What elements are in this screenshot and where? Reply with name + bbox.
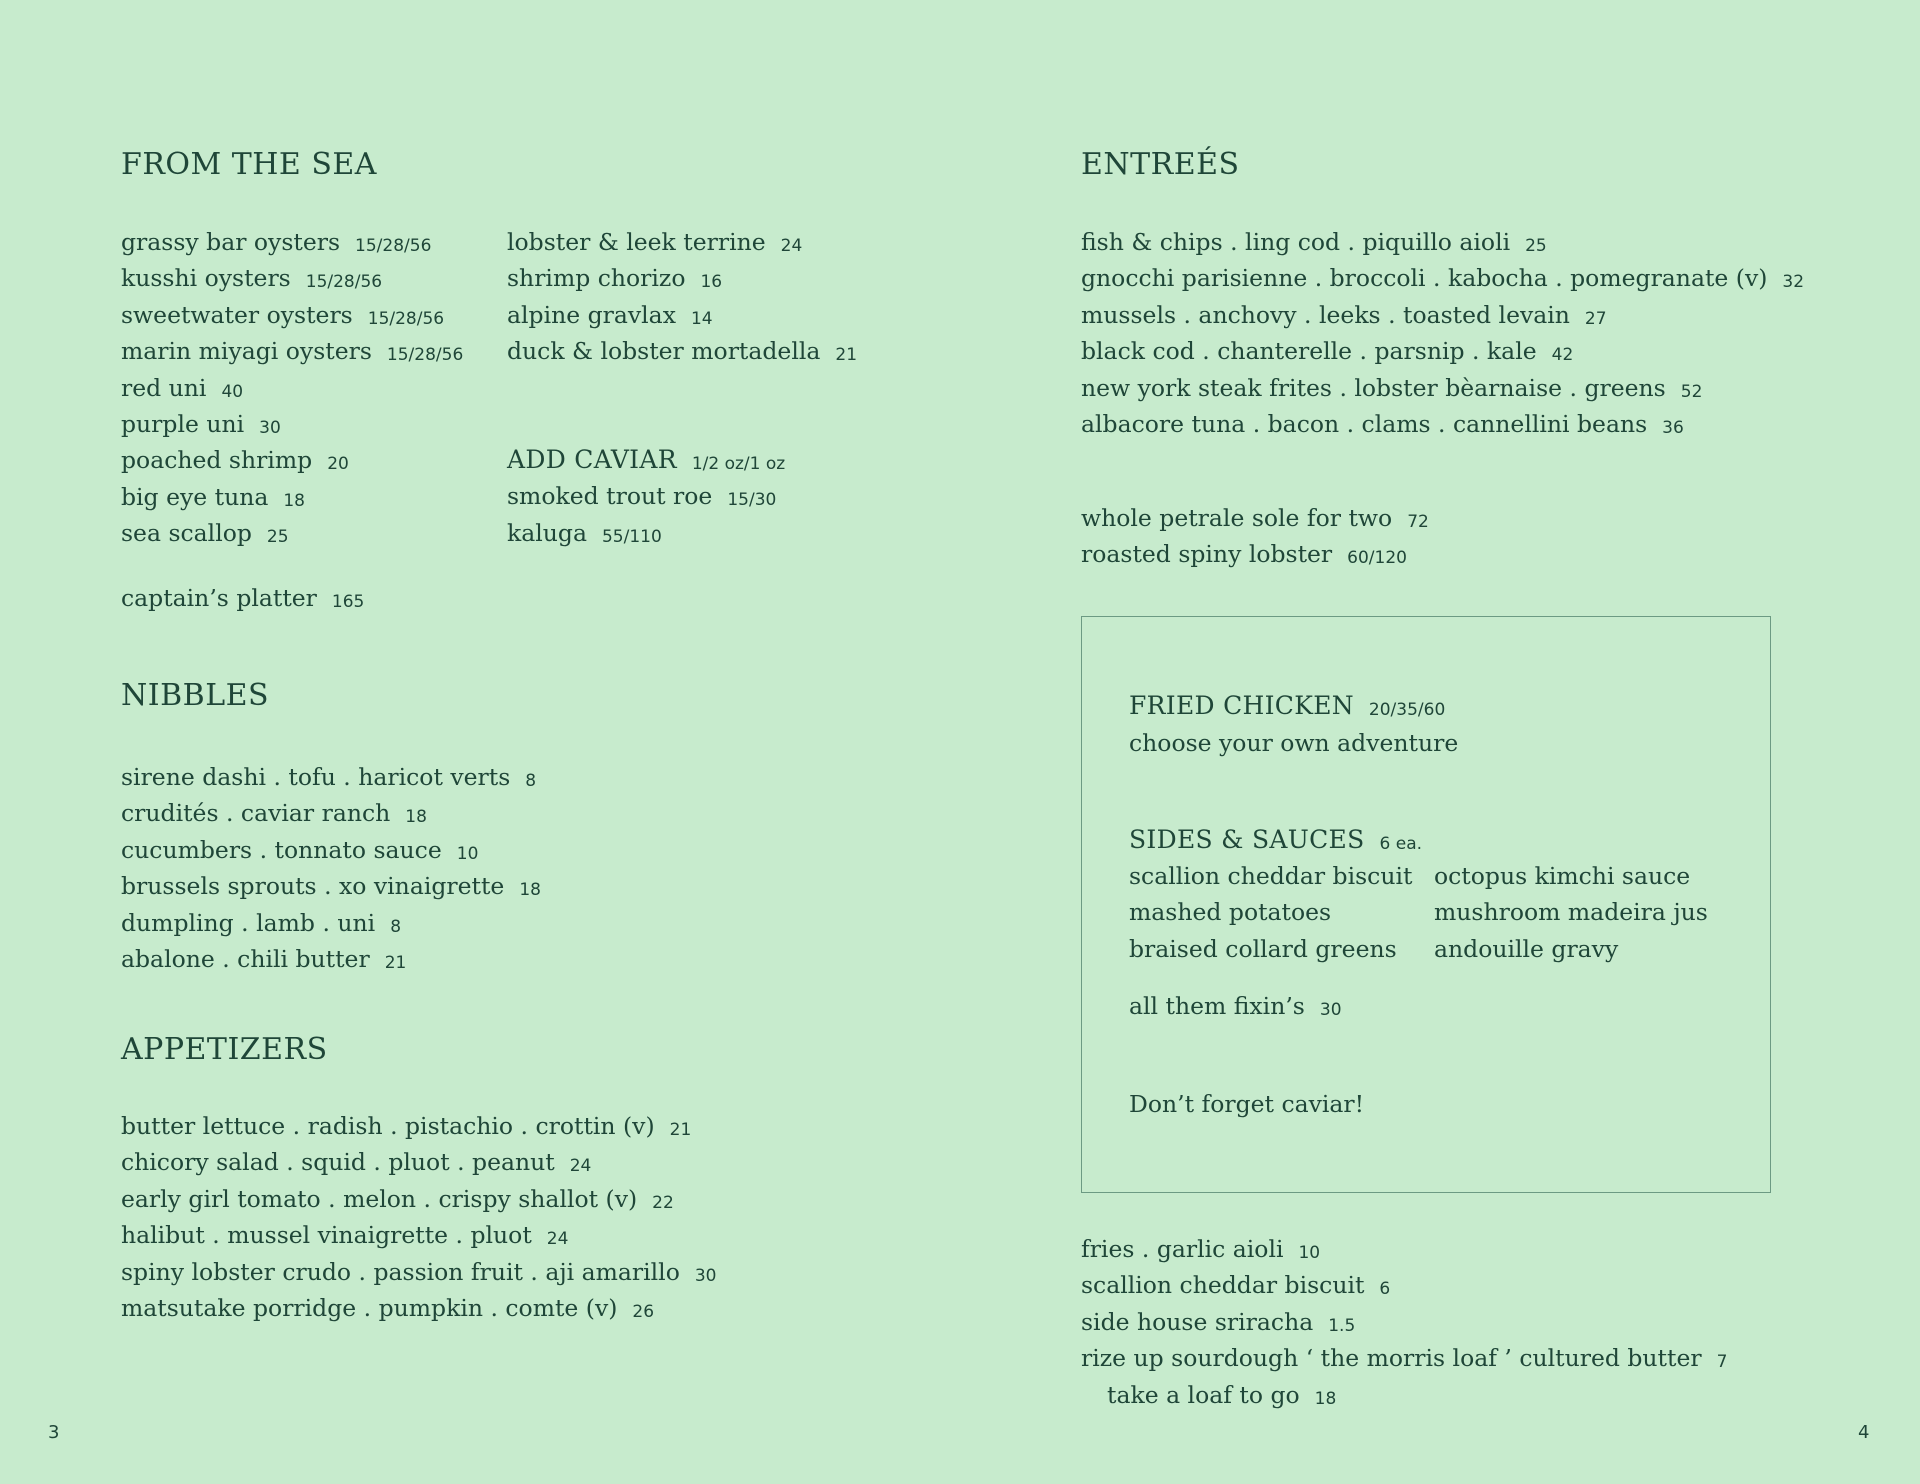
menu-item: marin miyagi oysters 15/28/56 bbox=[121, 337, 464, 366]
menu-item: kusshi oysters 15/28/56 bbox=[121, 264, 383, 293]
section-title-appetizers: APPETIZERS bbox=[121, 1032, 328, 1067]
menu-item: poached shrimp 20 bbox=[121, 446, 349, 475]
section-title-nibbles: NIBBLES bbox=[121, 678, 270, 713]
menu-item: rize up sourdough ‘ the morris loaf ’ cultured butter 7 bbox=[1081, 1344, 1728, 1373]
add-caviar-list bbox=[507, 442, 785, 551]
sides-list-right bbox=[1434, 858, 1708, 967]
entrees-list bbox=[1081, 224, 1804, 442]
menu-item: gnocchi parisienne . broccoli . kabocha . pomegranate (v) 32 bbox=[1081, 264, 1805, 293]
side-item: mashed potatoes bbox=[1129, 898, 1332, 927]
menu-item: take a loaf to go 18 bbox=[1107, 1380, 1337, 1409]
from-the-sea-list-left bbox=[121, 224, 463, 552]
menu-item: new york steak frites . lobster bèarnaise . greens 52 bbox=[1081, 373, 1703, 402]
menu-item: fries . garlic aioli 10 bbox=[1081, 1235, 1321, 1263]
nibbles-list bbox=[121, 759, 541, 977]
menu-item: kaluga 55/110 bbox=[507, 518, 662, 547]
caviar-note: Don’t forget caviar! bbox=[1129, 1090, 1365, 1118]
all-fixins: all them fixin’s 30 bbox=[1129, 992, 1342, 1020]
menu-item: chicory salad . squid . pluot . peanut 24 bbox=[121, 1148, 592, 1177]
fried-chicken-header: FRIED CHICKEN 20/35/60 bbox=[1129, 691, 1446, 720]
fried-chicken-subtitle: choose your own adventure bbox=[1129, 729, 1459, 757]
menu-item: sweetwater oysters 15/28/56 bbox=[121, 300, 445, 329]
sauce-item: octopus kimchi sauce bbox=[1434, 862, 1691, 890]
sides-sauces-header: SIDES & SAUCES 6 ea. bbox=[1129, 825, 1423, 854]
menu-item: smoked trout roe 15/30 bbox=[507, 482, 777, 511]
sides-list-left bbox=[1129, 858, 1412, 967]
menu-item: cucumbers . tonnato sauce 10 bbox=[121, 835, 479, 864]
menu-item: matsutake porridge . pumpkin . comte (v) 26 bbox=[121, 1293, 655, 1322]
side-item: braised collard greens bbox=[1129, 934, 1397, 963]
menu-item: alpine gravlax 14 bbox=[507, 300, 713, 329]
menu-item: lobster & leek terrine 24 bbox=[507, 228, 803, 256]
appetizers-list bbox=[121, 1108, 717, 1326]
menu-item: whole petrale sole for two 72 bbox=[1081, 504, 1429, 532]
add-caviar-header: ADD CAVIAR 1/2 oz/1 oz bbox=[507, 445, 786, 474]
sauce-item: andouille gravy bbox=[1434, 934, 1619, 963]
menu-item: crudités . caviar ranch 18 bbox=[121, 799, 427, 828]
from-the-sea-list-right bbox=[507, 224, 857, 370]
menu-item: fish & chips . ling cod . piquillo aioli 25 bbox=[1081, 228, 1547, 256]
menu-item: mussels . anchovy . leeks . toasted levain 27 bbox=[1081, 300, 1607, 329]
menu-item: shrimp chorizo 16 bbox=[507, 264, 723, 293]
captains-platter: captain’s platter 165 bbox=[121, 584, 365, 612]
menu-item: duck & lobster mortadella 21 bbox=[507, 337, 858, 366]
page-number-right: 4 bbox=[1858, 1422, 1870, 1443]
menu-item: early girl tomato . melon . crispy shallot (v) 22 bbox=[121, 1184, 674, 1213]
menu-item: albacore tuna . bacon . clams . cannellini beans 36 bbox=[1081, 409, 1684, 438]
menu-item: black cod . chanterelle . parsnip . kale 42 bbox=[1081, 337, 1574, 366]
for-two-list bbox=[1081, 500, 1429, 573]
menu-item: halibut . mussel vinaigrette . pluot 24 bbox=[121, 1221, 569, 1250]
menu-item: purple uni 30 bbox=[121, 409, 281, 438]
menu-item: scallion cheddar biscuit 6 bbox=[1081, 1271, 1391, 1300]
menu-item: brussels sprouts . xo vinaigrette 18 bbox=[121, 872, 541, 901]
menu-item: sirene dashi . tofu . haricot verts 8 bbox=[121, 763, 537, 791]
menu-item: roasted spiny lobster 60/120 bbox=[1081, 540, 1407, 569]
menu-item: spiny lobster crudo . passion fruit . aji amarillo 30 bbox=[121, 1257, 717, 1286]
extras-list bbox=[1081, 1231, 1727, 1413]
section-title-from-the-sea: FROM THE SEA bbox=[121, 147, 377, 182]
menu-item: grassy bar oysters 15/28/56 bbox=[121, 228, 432, 256]
section-title-entrees: ENTREÉS bbox=[1081, 147, 1240, 182]
menu-item: red uni 40 bbox=[121, 373, 244, 402]
menu-item: side house sriracha 1.5 bbox=[1081, 1307, 1356, 1336]
menu-item: dumpling . lamb . uni 8 bbox=[121, 908, 402, 937]
menu-item: butter lettuce . radish . pistachio . crottin (v) 21 bbox=[121, 1112, 692, 1140]
side-item: scallion cheddar biscuit bbox=[1129, 862, 1413, 890]
menu-item: big eye tuna 18 bbox=[121, 482, 305, 511]
page-number-left: 3 bbox=[48, 1422, 60, 1443]
menu-item: abalone . chili butter 21 bbox=[121, 944, 407, 973]
sauce-item: mushroom madeira jus bbox=[1434, 898, 1708, 927]
menu-item: sea scallop 25 bbox=[121, 519, 289, 548]
